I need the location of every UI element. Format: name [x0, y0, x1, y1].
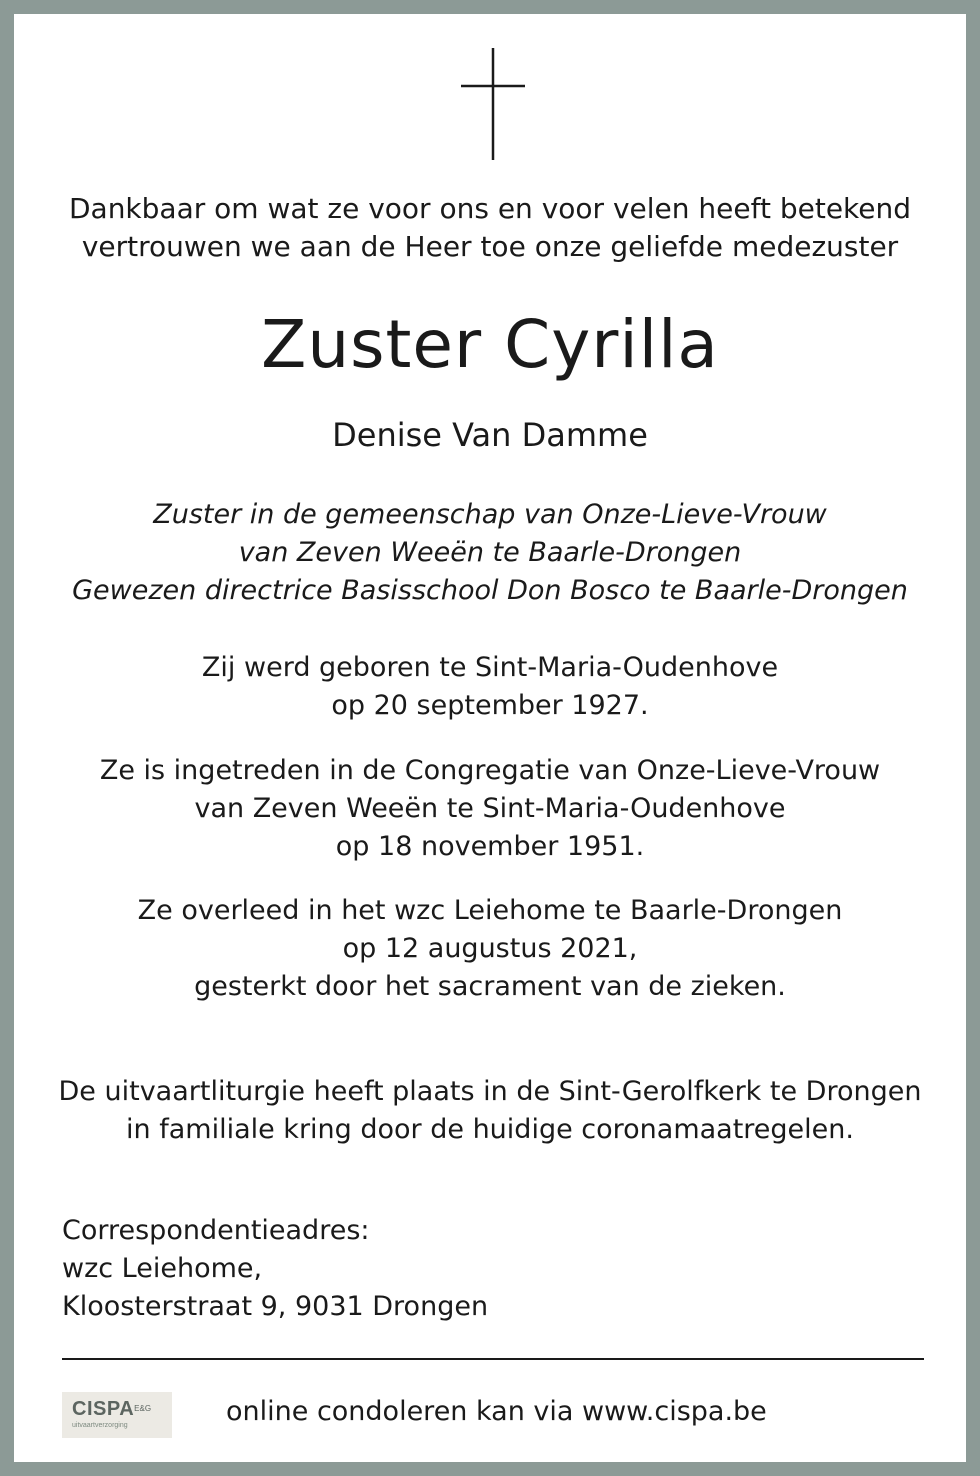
- deceased-title: Zuster Cyrilla: [261, 306, 719, 383]
- role-line: Zuster in de gemeenschap van Onze-Lieve-Vrouw: [153, 499, 827, 530]
- birth-paragraph: [40, 649, 940, 725]
- intro-line: vertrouwen we aan de Heer toe onze geliefde medezuster: [81, 230, 899, 263]
- cispa-logo: [62, 1392, 172, 1438]
- correspondence-address: [62, 1212, 488, 1326]
- entry-line: op 18 november 1951.: [335, 831, 645, 862]
- divider: [62, 1358, 924, 1360]
- role-line: Gewezen directrice Basisschool Don Bosco te Baarle-Drongen: [72, 575, 908, 606]
- entry-paragraph: [40, 752, 940, 866]
- online-condolence-link[interactable]: online condoleren kan via www.cispa.be: [226, 1396, 767, 1427]
- entry-line: Ze is ingetreden in de Congregatie van Onze-Lieve-Vrouw: [99, 755, 881, 786]
- correspondence-line: Kloosterstraat 9, 9031 Drongen: [62, 1291, 489, 1322]
- logo-sup-text: E&G: [134, 1404, 152, 1413]
- birth-line: Zij werd geboren te Sint-Maria-Oudenhove: [201, 652, 779, 683]
- logo-main-text: CISPA: [72, 1398, 135, 1420]
- logo-subtitle: uitvaartverzorging: [72, 1422, 128, 1429]
- death-line: gesterkt door het sacrament van de zieken.: [194, 971, 786, 1002]
- cross-icon: [458, 48, 528, 160]
- role-line: van Zeven Weeën te Baarle-Drongen: [238, 537, 742, 568]
- civil-name: Denise Van Damme: [332, 416, 648, 454]
- intro-text: [40, 190, 940, 266]
- correspondence-line: wzc Leiehome,: [62, 1253, 263, 1284]
- birth-line: op 20 september 1927.: [331, 690, 649, 721]
- role-description: [40, 496, 940, 610]
- logo-wordmark: [72, 1398, 166, 1420]
- death-paragraph: [40, 892, 940, 1006]
- funeral-line: De uitvaartliturgie heeft plaats in de Sint-Gerolfkerk te Drongen: [58, 1076, 922, 1107]
- death-line: Ze overleed in het wzc Leiehome te Baarle-Drongen: [137, 895, 843, 926]
- funeral-paragraph: [40, 1073, 940, 1149]
- correspondence-label: Correspondentieadres:: [62, 1215, 370, 1246]
- intro-line: Dankbaar om wat ze voor ons en voor velen heeft betekend: [68, 192, 912, 225]
- funeral-line: in familiale kring door de huidige coronamaatregelen.: [126, 1114, 854, 1145]
- death-line: op 12 augustus 2021,: [342, 933, 638, 964]
- entry-line: van Zeven Weeën te Sint-Maria-Oudenhove: [194, 793, 786, 824]
